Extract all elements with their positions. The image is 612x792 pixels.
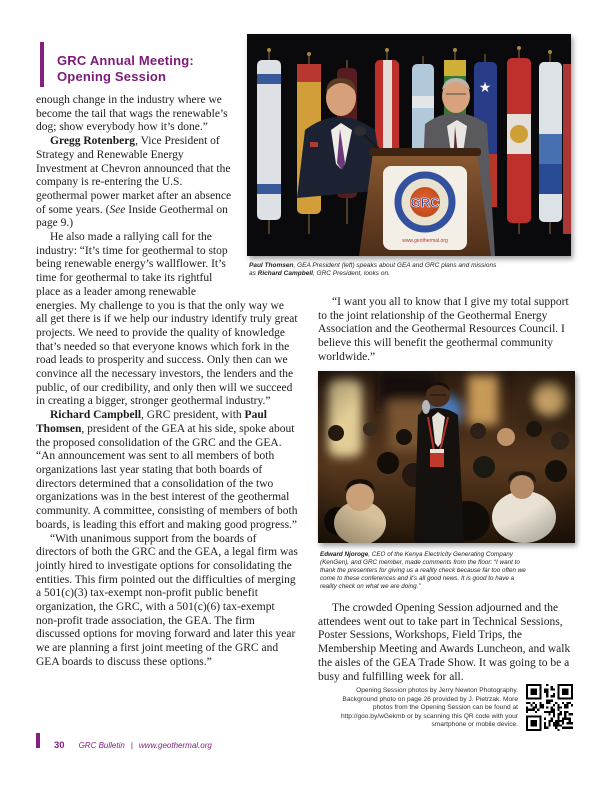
footer-separator: | xyxy=(130,741,133,750)
page-title-line2: Opening Session xyxy=(57,68,167,84)
svg-text:★: ★ xyxy=(478,81,492,96)
paragraph-continuation: enough change in the industry where we become the tail that wags the renewable’s dog; show everybody how it’s done.” xyxy=(36,94,228,134)
page-title xyxy=(57,53,194,84)
right-column-closing xyxy=(318,602,576,684)
podium-icon xyxy=(359,148,491,256)
paragraph-legal-firm: “With unanimous support from the boards of directors of both the GRC and the GEA, a legal firm was jointly hired to investigate options for consolidating the entities. This firm pointed out the difficulties of merging a 501(c)(3) tax-exempt non-profit public benefit organization, the GRC, with a 501(c)(6) tax-exempt non-profit trade association, the GEA. The firm discussed options for moving forward and later this year we are planning a first joint meeting of the GRC and GEA boards to discuss these options.” xyxy=(36,532,298,668)
podium-logo-url: www.geothermal.org xyxy=(402,238,448,244)
photo-wrap-spacer xyxy=(236,94,298,296)
photo2-caption: Edward Njoroge, CEO of the Kenya Electricity Generating Company (KenGen), and GRC member, made comments from the floor: “I want to thank the presenters for giving us a reality check because far too often we come to these conferences and it’s all good news. It is good to have a reality check on what we are doing.” xyxy=(320,551,526,590)
left-column xyxy=(36,94,298,670)
qr-code xyxy=(526,684,573,731)
paragraph-consolidation: Richard Campbell, GRC president, with Paul Thomsen, president of the GEA at his side, spoke about the proposed consolidation of the GRC and the GEA. “An announcement was sent to all members of both organizations last year stating that both boards of directors determined that a consolidation of the two organizations was in the best interest of the geothermal community. A committee, consisting of members of both boards, is leading this effort and making good progress.” xyxy=(36,409,298,531)
photo1-caption: Paul Thomsen, GEA President (left) speaks about GEA and GRC plans and missions as Richard Campbell, GRC President, looks on. xyxy=(249,262,497,278)
page-number: 30 xyxy=(54,740,65,751)
right-column-quote xyxy=(318,296,576,365)
paragraph-quote: “I want you all to know that I give my total support to the joint relationship of the Geothermal Energy Association and the Geothermal Resources Council. I believe this will benefit the geothermal community worldwide.” xyxy=(318,296,569,363)
paragraph-closing: The crowded Opening Session adjourned and the attendees went out to take part in Technical Sessions, Poster Sessions, Workshops, Field Trips, the Membership Meeting and Awards Luncheon, and walk the aisles of the GEA Trade Show. It was going to be a busy and fulfilling week for all. xyxy=(318,602,571,683)
podium-logo-text: GRC xyxy=(410,195,440,210)
publication-name: GRC Bulletin xyxy=(78,741,125,750)
opening-session-photo-audience xyxy=(318,371,575,543)
paragraph-rotenberg: Gregg Rotenberg, Vice President of Strategy and Renewable Energy Investment at Chevron announced that the company is re-entering the U.S. geothermal power market after an absence of some years. (See Inside Geothermal on page 9.) xyxy=(36,135,232,230)
footer-website: www.geothermal.org xyxy=(138,741,212,750)
paragraph-rallying-call: He also made a rallying call for the industry: “It’s time for geothermal to stop being renewable energy’s wallflower. It’s time for geothermal to take its rightful place as a leader among renewable energies. My challenge to you is that the only way we all get there is if we help our industry identify truly great projects. We need to provide the quality of knowledge that’s needed so that everyone knows which fork in the road leads to prosperity and success. Only then can we convince all the necessary investors, the lenders and the public, of our credibility, and only then will we succeed in creating a bigger, stronger geothermal industry.” xyxy=(36,231,298,408)
photo-credits: Opening Session photos by Jerry Newton Photography. Background photo on page 26 provided by J. Pietrzak. More photos from the Opening Session can be found at http://goo.by/wGekmb or by scanning this QR code with your smartphone or mobile device. xyxy=(340,687,518,729)
footer-accent-bar xyxy=(36,733,40,748)
footer xyxy=(54,735,212,753)
header-accent-bar xyxy=(40,42,44,87)
page-title-line1: GRC Annual Meeting: xyxy=(57,53,194,68)
